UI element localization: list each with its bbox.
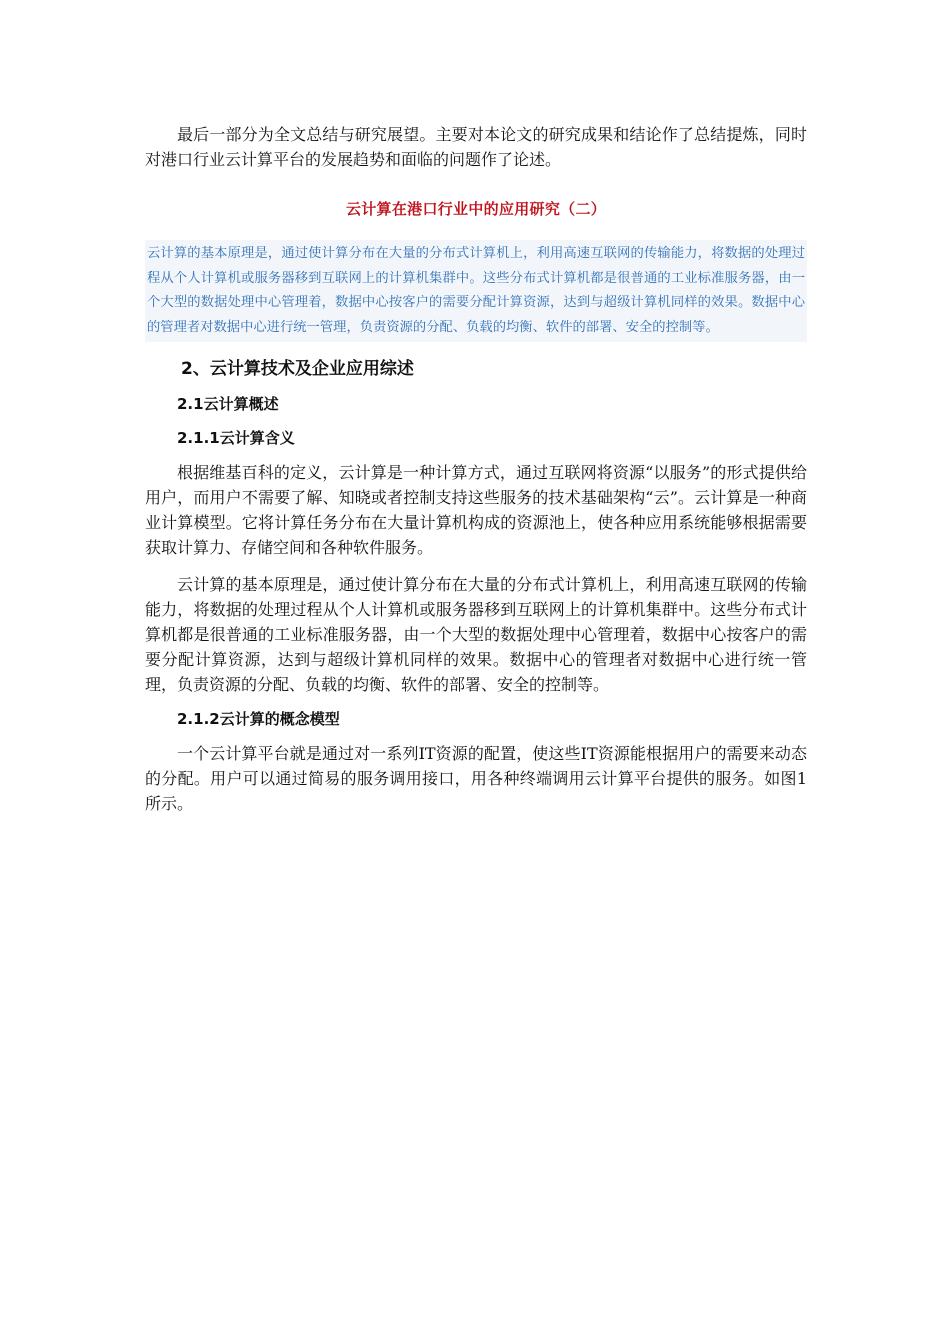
intro-paragraph: 最后一部分为全文总结与研究展望。主要对本论文的研究成果和结论作了总结提炼，同时对港口行业云计算平台的发展趋势和面临的问题作了论述。: [145, 125, 807, 169]
section-2-1-heading: 2.1云计算概述: [177, 395, 279, 413]
summary-box: 云计算的基本原理是，通过使计算分布在大量的分布式计算机上，利用高速互联网的传输能力，将数据的处理过程从个人计算机或服务器移到互联网上的计算机集群中。这些分布式计算机都是很普通的工业标准服务器，由一个大型的数据处理中心管理着，数据中心按客户的需要分配计算资源，达到与超级计算机同样的效果。数据中心的管理者对数据中心进行统一管理，负责资源的分配、负载的均衡、软件的部署、安全的控制等。: [145, 240, 807, 342]
paragraph-principle: 云计算的基本原理是，通过使计算分布在大量的分布式计算机上，利用高速互联网的传输能力，将数据的处理过程从个人计算机或服务器移到互联网上的计算机集群中。这些分布式计算机都是很普通的工业标准服务器，由一个大型的数据处理中心管理着，数据中心按客户的需要分配计算资源，达到与超级计算机同样的效果。数据中心的管理者对数据中心进行统一管理，负责资源的分配、负载的均衡、软件的部署、安全的控制等。: [145, 575, 807, 694]
section-2-heading: 2、云计算技术及企业应用综述: [181, 359, 414, 379]
paragraph-definition: 根据维基百科的定义，云计算是一种计算方式，通过互联网将资源“以服务”的形式提供给用户，而用户不需要了解、知晓或者控制支持这些服务的技术基础架构“云”。云计算是一种商业计算模型。它将计算任务分布在大量计算机构成的资源池上，使各种应用系统能够根据需要获取计算力、存储空间和各种软件服务。: [145, 463, 807, 557]
section-2-1-1-heading: 2.1.1云计算含义: [177, 429, 295, 447]
paragraph-concept-model: 一个云计算平台就是通过对一系列IT资源的配置，使这些IT资源能根据用户的需要来动态的分配。用户可以通过简易的服务调用接口，用各种终端调用云计算平台提供的服务。如图1所示。: [145, 744, 807, 813]
article-title: 云计算在港口行业中的应用研究（二）: [345, 200, 607, 218]
section-2-1-2-heading: 2.1.2云计算的概念模型: [177, 710, 340, 728]
document-page: [145, 122, 807, 816]
